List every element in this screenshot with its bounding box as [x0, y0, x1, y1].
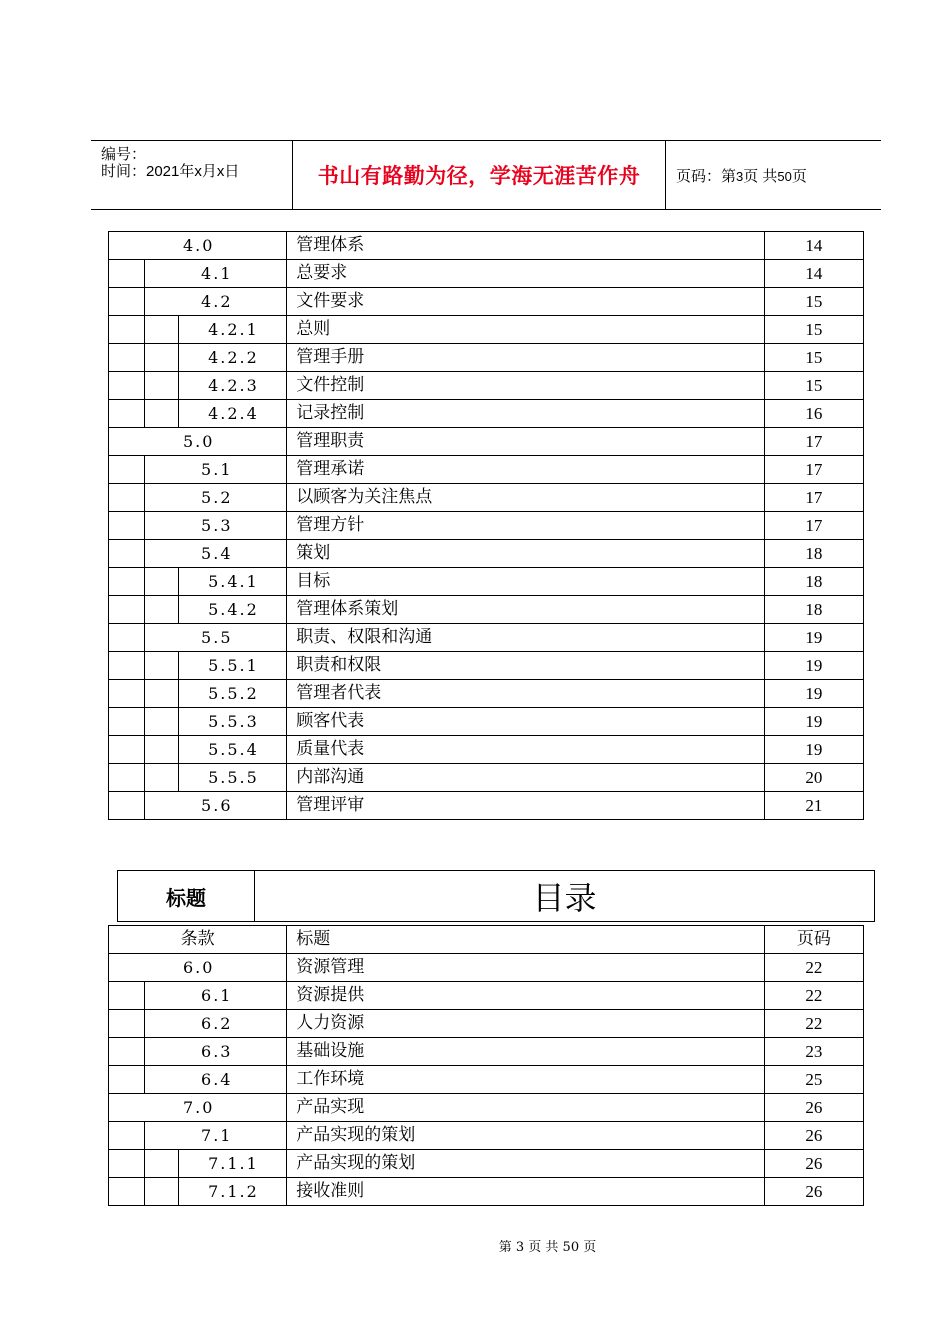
toc-title: 质量代表 — [287, 736, 765, 764]
toc-row — [109, 1038, 864, 1066]
toc-clause-number: 5.4 — [145, 540, 287, 568]
toc-clause-number: 4.2 — [145, 288, 287, 316]
indent-cell — [145, 736, 179, 764]
indent-cell — [145, 372, 179, 400]
toc-clause-number: 5.5.4 — [179, 736, 287, 764]
toc-page-number: 22 — [764, 954, 863, 982]
toc-page-number: 21 — [764, 792, 863, 820]
indent-cell — [109, 1178, 145, 1206]
toc-clause-number: 5.5 — [145, 624, 287, 652]
toc-page-number: 17 — [764, 428, 863, 456]
indent-cell — [145, 1150, 179, 1178]
toc-row — [109, 680, 864, 708]
indent-cell — [109, 792, 145, 820]
toc-row — [109, 428, 864, 456]
toc-row — [109, 260, 864, 288]
toc-page-number: 14 — [764, 232, 863, 260]
toc-title: 资源提供 — [287, 982, 765, 1010]
toc-page-number: 17 — [764, 484, 863, 512]
toc-clause-number: 4.2.4 — [179, 400, 287, 428]
toc-title: 管理者代表 — [287, 680, 765, 708]
header-page-cell — [666, 141, 881, 209]
toc-row — [109, 512, 864, 540]
toc-title: 资源管理 — [287, 954, 765, 982]
indent-cell — [109, 708, 145, 736]
indent-cell — [109, 260, 145, 288]
total-pages-number: 50 — [777, 168, 792, 184]
toc-title: 职责、权限和沟通 — [287, 624, 765, 652]
toc-title: 记录控制 — [287, 400, 765, 428]
toc-page-number: 16 — [764, 400, 863, 428]
toc-clause-number: 6.3 — [145, 1038, 287, 1066]
toc-row — [109, 232, 864, 260]
toc-clause-number: 7.1.1 — [179, 1150, 287, 1178]
toc-clause-number: 5.5.2 — [179, 680, 287, 708]
footer-page-text: 第 3 页 共 50 页 — [498, 1240, 597, 1255]
toc-clause-number: 5.4.2 — [179, 596, 287, 624]
toc-page-number: 19 — [764, 736, 863, 764]
motto-text: 书山有路勤为径，学海无涯苦作舟 — [317, 164, 641, 188]
indent-cell — [109, 1150, 145, 1178]
toc-page-number: 14 — [764, 260, 863, 288]
indent-cell — [145, 680, 179, 708]
indent-cell — [109, 652, 145, 680]
indent-cell — [109, 400, 145, 428]
toc-title: 管理手册 — [287, 344, 765, 372]
toc-clause-number: 5.2 — [145, 484, 287, 512]
indent-cell — [145, 764, 179, 792]
indent-cell — [109, 484, 145, 512]
toc-clause-number: 7.1 — [145, 1122, 287, 1150]
indent-cell — [109, 344, 145, 372]
toc-clause-number: 4.2.1 — [179, 316, 287, 344]
title-box-label: 标题 — [118, 871, 255, 921]
toc-row — [109, 400, 864, 428]
header-meta-cell — [91, 141, 293, 209]
toc-row — [109, 540, 864, 568]
header-motto-cell — [293, 141, 666, 209]
toc-page-number: 22 — [764, 1010, 863, 1038]
toc-row — [109, 316, 864, 344]
toc-clause-number: 7.0 — [109, 1094, 287, 1122]
toc-page-number: 15 — [764, 344, 863, 372]
indent-cell — [145, 596, 179, 624]
document-number-label: 编号： — [101, 146, 147, 163]
toc-page-number: 17 — [764, 512, 863, 540]
toc-clause-number: 5.5.1 — [179, 652, 287, 680]
toc-page-number: 25 — [764, 1066, 863, 1094]
toc-title: 职责和权限 — [287, 652, 765, 680]
indent-cell — [109, 316, 145, 344]
column-header-clause: 条款 — [109, 926, 287, 954]
toc-clause-number: 5.1 — [145, 456, 287, 484]
indent-cell — [145, 1178, 179, 1206]
toc-row — [109, 1122, 864, 1150]
toc-row — [109, 456, 864, 484]
toc-clause-number: 6.2 — [145, 1010, 287, 1038]
toc-clause-number: 4.1 — [145, 260, 287, 288]
toc-clause-number: 5.5.5 — [179, 764, 287, 792]
toc-title: 内部沟通 — [287, 764, 765, 792]
toc-row — [109, 708, 864, 736]
toc-clause-number: 5.6 — [145, 792, 287, 820]
toc-page-number: 19 — [764, 708, 863, 736]
toc-row — [109, 652, 864, 680]
column-header-page: 页码 — [764, 926, 863, 954]
page-header — [91, 140, 881, 210]
toc-row — [109, 596, 864, 624]
toc-title: 管理体系策划 — [287, 596, 765, 624]
toc-title: 产品实现 — [287, 1094, 765, 1122]
toc-row — [109, 982, 864, 1010]
toc-row — [109, 288, 864, 316]
toc-page-number: 18 — [764, 596, 863, 624]
column-header-title: 标题 — [287, 926, 765, 954]
toc-row — [109, 1150, 864, 1178]
toc-row — [109, 372, 864, 400]
page-suffix: 页 — [791, 167, 807, 185]
indent-cell — [109, 1122, 145, 1150]
document-date: 时间：2021年x月x日 — [101, 163, 240, 180]
toc-row — [109, 484, 864, 512]
toc-title: 策划 — [287, 540, 765, 568]
toc-page-number: 15 — [764, 372, 863, 400]
indent-cell — [109, 1038, 145, 1066]
indent-cell — [109, 512, 145, 540]
indent-cell — [109, 288, 145, 316]
toc-title: 管理方针 — [287, 512, 765, 540]
page-indicator — [676, 165, 807, 186]
indent-cell — [109, 624, 145, 652]
toc-clause-number: 4.0 — [109, 232, 287, 260]
indent-cell — [109, 764, 145, 792]
toc-row — [109, 1010, 864, 1038]
toc-title: 总要求 — [287, 260, 765, 288]
title-box — [117, 870, 875, 922]
toc-page-number: 18 — [764, 540, 863, 568]
indent-cell — [109, 680, 145, 708]
indent-cell — [109, 736, 145, 764]
indent-cell — [109, 540, 145, 568]
toc-page-number: 26 — [764, 1178, 863, 1206]
toc-row — [109, 764, 864, 792]
indent-cell — [109, 982, 145, 1010]
indent-cell — [145, 652, 179, 680]
toc-table-1 — [108, 231, 864, 820]
toc-title: 产品实现的策划 — [287, 1150, 765, 1178]
indent-cell — [145, 708, 179, 736]
toc-row — [109, 568, 864, 596]
toc-clause-number: 4.2.2 — [179, 344, 287, 372]
toc-page-number: 18 — [764, 568, 863, 596]
toc-page-number: 22 — [764, 982, 863, 1010]
toc-title: 管理承诺 — [287, 456, 765, 484]
toc-clause-number: 5.3 — [145, 512, 287, 540]
toc-header-row — [109, 926, 864, 954]
indent-cell — [145, 568, 179, 596]
toc-page-number: 19 — [764, 652, 863, 680]
toc-page-number: 26 — [764, 1094, 863, 1122]
title-box-value: 目录 — [532, 879, 597, 917]
toc-page-number: 20 — [764, 764, 863, 792]
toc-page-number: 19 — [764, 680, 863, 708]
toc-title: 以顾客为关注焦点 — [287, 484, 765, 512]
toc-page-number: 15 — [764, 316, 863, 344]
page-mid: 页 共 — [743, 167, 778, 185]
toc-clause-number: 6.0 — [109, 954, 287, 982]
toc-clause-number: 7.1.2 — [179, 1178, 287, 1206]
toc-title: 目标 — [287, 568, 765, 596]
toc-title: 顾客代表 — [287, 708, 765, 736]
toc-row — [109, 624, 864, 652]
toc-row — [109, 1178, 864, 1206]
toc-clause-number: 6.4 — [145, 1066, 287, 1094]
toc-row — [109, 344, 864, 372]
toc-table-2 — [108, 925, 864, 1206]
toc-page-number: 17 — [764, 456, 863, 484]
indent-cell — [109, 1066, 145, 1094]
toc-title: 接收准则 — [287, 1178, 765, 1206]
toc-row — [109, 792, 864, 820]
toc-title: 人力资源 — [287, 1010, 765, 1038]
indent-cell — [145, 344, 179, 372]
indent-cell — [145, 316, 179, 344]
toc-title: 管理职责 — [287, 428, 765, 456]
toc-clause-number: 4.2.3 — [179, 372, 287, 400]
toc-clause-number: 5.4.1 — [179, 568, 287, 596]
indent-cell — [109, 1010, 145, 1038]
page-prefix: 页码：第 — [676, 167, 737, 185]
indent-cell — [109, 596, 145, 624]
current-page-number: 3 — [736, 168, 744, 184]
toc-title: 总则 — [287, 316, 765, 344]
toc-row — [109, 1066, 864, 1094]
indent-cell — [109, 456, 145, 484]
toc-title: 管理评审 — [287, 792, 765, 820]
toc-page-number: 23 — [764, 1038, 863, 1066]
toc-title: 文件要求 — [287, 288, 765, 316]
toc-title: 产品实现的策划 — [287, 1122, 765, 1150]
toc-page-number: 26 — [764, 1150, 863, 1178]
toc-clause-number: 5.0 — [109, 428, 287, 456]
toc-title: 文件控制 — [287, 372, 765, 400]
toc-row — [109, 954, 864, 982]
indent-cell — [109, 568, 145, 596]
indent-cell — [109, 372, 145, 400]
toc-title: 基础设施 — [287, 1038, 765, 1066]
toc-clause-number: 6.1 — [145, 982, 287, 1010]
indent-cell — [145, 400, 179, 428]
toc-title: 管理体系 — [287, 232, 765, 260]
toc-page-number: 26 — [764, 1122, 863, 1150]
toc-row — [109, 736, 864, 764]
page-footer — [0, 1236, 950, 1255]
toc-page-number: 15 — [764, 288, 863, 316]
toc-clause-number: 5.5.3 — [179, 708, 287, 736]
toc-row — [109, 1094, 864, 1122]
toc-title: 工作环境 — [287, 1066, 765, 1094]
toc-page-number: 19 — [764, 624, 863, 652]
